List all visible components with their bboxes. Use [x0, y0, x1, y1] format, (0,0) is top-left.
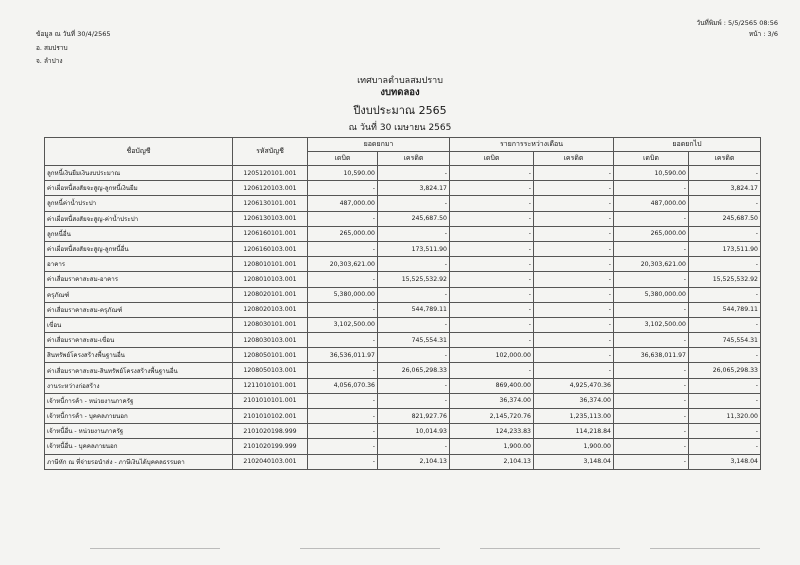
table-row [45, 393, 761, 408]
bf-credit-cell: 26,065,298.33 [378, 363, 450, 378]
col-credit: เครดิต [534, 152, 614, 166]
bf-debit-cell: - [308, 241, 378, 256]
col-group-carried-forward: ยอดยกไป [614, 138, 761, 152]
account-name-cell: เขื่อน [45, 317, 233, 332]
cf-debit-cell: 20,303,621.00 [614, 257, 689, 272]
cf-credit-cell: 15,525,532.92 [689, 272, 761, 287]
bf-debit-cell: - [308, 439, 378, 454]
account-name-cell: ค่าเสื่อมราคาสะสม-อาคาร [45, 272, 233, 287]
header-left [36, 30, 111, 65]
cf-credit-cell: - [689, 317, 761, 332]
cf-credit-cell: - [689, 257, 761, 272]
bf-credit-cell: - [378, 439, 450, 454]
month-debit-cell: 1,900.00 [450, 439, 534, 454]
month-debit-cell: 124,233.83 [450, 424, 534, 439]
cf-credit-cell: - [689, 378, 761, 393]
account-name-cell: ลูกหนี้ค่าน้ำประปา [45, 196, 233, 211]
bf-credit-cell: - [378, 317, 450, 332]
cf-credit-cell: 11,320.00 [689, 409, 761, 424]
account-name-cell: สินทรัพย์โครงสร้างพื้นฐานอื่น [45, 348, 233, 363]
table-row [45, 211, 761, 226]
account-code-cell: 2101020198.999 [233, 424, 308, 439]
table-row [45, 272, 761, 287]
month-credit-cell: - [534, 257, 614, 272]
table-row [45, 409, 761, 424]
month-credit-cell: 1,900.00 [534, 439, 614, 454]
bf-debit-cell: 10,590.00 [308, 166, 378, 181]
bf-debit-cell: 3,102,500.00 [308, 317, 378, 332]
account-name-cell: ครุภัณฑ์ [45, 287, 233, 302]
bf-debit-cell: 4,056,070.36 [308, 378, 378, 393]
account-code-cell: 1206130101.001 [233, 196, 308, 211]
month-credit-cell: - [534, 317, 614, 332]
table-row [45, 439, 761, 454]
cf-debit-cell: 265,000.00 [614, 226, 689, 241]
account-name-cell: ภาษีหัก ณ ที่จ่ายรอนำส่ง - ภาษีเงินได้บุคคลธรรมดา [45, 454, 233, 469]
month-credit-cell: - [534, 272, 614, 287]
col-group-brought-forward: ยอดยกมา [308, 138, 450, 152]
cf-credit-cell: - [689, 393, 761, 408]
bf-credit-cell: - [378, 226, 450, 241]
col-credit: เครดิต [378, 152, 450, 166]
account-name-cell: เจ้าหนี้อื่น - บุคคลภายนอก [45, 439, 233, 454]
account-name-cell: ค่าเสื่อมราคาสะสม-สินทรัพย์โครงสร้างพื้นฐานอื่น [45, 363, 233, 378]
as-of-date: ณ วันที่ 30 เมษายน 2565 [348, 123, 452, 133]
bf-debit-cell: - [308, 409, 378, 424]
bf-credit-cell: - [378, 166, 450, 181]
bf-debit-cell: - [308, 302, 378, 317]
month-debit-cell: - [450, 317, 534, 332]
bf-credit-cell: 821,927.76 [378, 409, 450, 424]
account-code-cell: 1208010103.001 [233, 272, 308, 287]
cf-credit-cell: 26,065,298.33 [689, 363, 761, 378]
month-credit-cell: - [534, 333, 614, 348]
bf-credit-cell: - [378, 393, 450, 408]
table-row [45, 196, 761, 211]
cf-credit-cell: 544,789.11 [689, 302, 761, 317]
cf-credit-cell: - [689, 439, 761, 454]
account-name-cell: ค่าเผื่อหนี้สงสัยจะสูญ-ค่าน้ำประปา [45, 211, 233, 226]
table-row [45, 454, 761, 469]
province: จ. ลำปาง [36, 57, 63, 65]
cf-debit-cell: - [614, 378, 689, 393]
account-name-cell: ลูกหนี้เงินยืมเงินงบประมาณ [45, 166, 233, 181]
bf-debit-cell: - [308, 363, 378, 378]
account-code-cell: 1208020101.001 [233, 287, 308, 302]
bf-debit-cell: - [308, 272, 378, 287]
account-name-cell: เจ้าหนี้การค้า - บุคคลภายนอก [45, 409, 233, 424]
table-row [45, 348, 761, 363]
month-credit-cell: 36,374.00 [534, 393, 614, 408]
month-credit-cell: 3,148.04 [534, 454, 614, 469]
table-row [45, 181, 761, 196]
account-name-cell: งานระหว่างก่อสร้าง [45, 378, 233, 393]
cf-debit-cell: - [614, 424, 689, 439]
table-row [45, 226, 761, 241]
page-number: หน้า : 3/6 [748, 30, 778, 38]
table-row [45, 378, 761, 393]
month-credit-cell: 4,925,470.36 [534, 378, 614, 393]
cf-debit-cell: - [614, 241, 689, 256]
cf-debit-cell: - [614, 181, 689, 196]
bf-credit-cell: 2,104.13 [378, 454, 450, 469]
month-debit-cell: - [450, 181, 534, 196]
cf-debit-cell: 10,590.00 [614, 166, 689, 181]
cf-debit-cell: - [614, 272, 689, 287]
cf-credit-cell: 3,824.17 [689, 181, 761, 196]
org-title: เทศบาลตำบลสมปราบ [357, 76, 443, 86]
account-code-cell: 1208010101.001 [233, 257, 308, 272]
col-debit: เดบิต [614, 152, 689, 166]
doc-title: งบทดลอง [380, 87, 420, 98]
account-code-cell: 1208030101.001 [233, 317, 308, 332]
col-debit: เดบิต [308, 152, 378, 166]
account-code-cell: 2101020199.999 [233, 439, 308, 454]
month-debit-cell: 2,104.13 [450, 454, 534, 469]
account-name-cell: ค่าเสื่อมราคาสะสม-ครุภัณฑ์ [45, 302, 233, 317]
cf-credit-cell: - [689, 287, 761, 302]
table-row [45, 333, 761, 348]
bf-credit-cell: - [378, 257, 450, 272]
cf-debit-cell: 487,000.00 [614, 196, 689, 211]
month-credit-cell: 1,235,113.00 [534, 409, 614, 424]
month-debit-cell: - [450, 241, 534, 256]
month-debit-cell: - [450, 272, 534, 287]
table-row [45, 241, 761, 256]
bf-credit-cell: 10,014.93 [378, 424, 450, 439]
footer-rule [650, 548, 760, 549]
month-debit-cell: - [450, 363, 534, 378]
cf-debit-cell: 5,380,000.00 [614, 287, 689, 302]
cf-credit-cell: 745,554.31 [689, 333, 761, 348]
month-debit-cell: - [450, 302, 534, 317]
fiscal-year: ปีงบประมาณ 2565 [353, 104, 447, 117]
account-name-cell: ลูกหนี้อื่น [45, 226, 233, 241]
account-name-cell: เจ้าหนี้อื่น - หน่วยงานภาครัฐ [45, 424, 233, 439]
footer-rule [90, 548, 220, 549]
cf-credit-cell: 173,511.90 [689, 241, 761, 256]
cf-debit-cell: 3,102,500.00 [614, 317, 689, 332]
bf-debit-cell: 487,000.00 [308, 196, 378, 211]
month-credit-cell: - [534, 241, 614, 256]
account-name-cell: อาคาร [45, 257, 233, 272]
footer-rule [300, 548, 440, 549]
cf-debit-cell: - [614, 363, 689, 378]
bf-credit-cell: 15,525,532.92 [378, 272, 450, 287]
month-credit-cell: - [534, 348, 614, 363]
cf-credit-cell: - [689, 348, 761, 363]
account-code-cell: 2102040103.001 [233, 454, 308, 469]
bf-debit-cell: 5,380,000.00 [308, 287, 378, 302]
col-account-code: รหัสบัญชี [233, 138, 308, 166]
data-date: ข้อมูล ณ วันที่ 30/4/2565 [36, 30, 111, 38]
account-code-cell: 2101010101.001 [233, 393, 308, 408]
printed-at: วันที่พิมพ์ : 5/5/2565 08:56 [696, 19, 778, 27]
bf-credit-cell: 544,789.11 [378, 302, 450, 317]
account-code-cell: 1205120101.001 [233, 166, 308, 181]
account-code-cell: 1206130103.001 [233, 211, 308, 226]
bf-credit-cell: 3,824.17 [378, 181, 450, 196]
table-row [45, 424, 761, 439]
cf-credit-cell: - [689, 226, 761, 241]
cf-debit-cell: - [614, 302, 689, 317]
col-group-during-month: รายการระหว่างเดือน [450, 138, 614, 152]
bf-credit-cell: - [378, 348, 450, 363]
month-debit-cell: - [450, 333, 534, 348]
cf-debit-cell: - [614, 409, 689, 424]
table-row [45, 287, 761, 302]
cf-credit-cell: - [689, 166, 761, 181]
month-credit-cell: - [534, 196, 614, 211]
account-code-cell: 1206160101.001 [233, 226, 308, 241]
month-credit-cell: - [534, 211, 614, 226]
account-code-cell: 1208030103.001 [233, 333, 308, 348]
cf-debit-cell: - [614, 439, 689, 454]
bf-debit-cell: - [308, 454, 378, 469]
account-code-cell: 2101010102.001 [233, 409, 308, 424]
month-debit-cell: - [450, 211, 534, 226]
bf-debit-cell: - [308, 181, 378, 196]
month-debit-cell: 869,400.00 [450, 378, 534, 393]
month-credit-cell: - [534, 363, 614, 378]
account-code-cell: 1208050101.001 [233, 348, 308, 363]
account-code-cell: 1208020103.001 [233, 302, 308, 317]
account-code-cell: 1206120103.001 [233, 181, 308, 196]
district: อ. สมปราบ [36, 44, 68, 52]
col-account-name: ชื่อบัญชี [45, 138, 233, 166]
table-row [45, 166, 761, 181]
bf-debit-cell: - [308, 424, 378, 439]
month-debit-cell: - [450, 166, 534, 181]
account-code-cell: 1208050103.001 [233, 363, 308, 378]
cf-credit-cell: - [689, 424, 761, 439]
month-debit-cell: - [450, 196, 534, 211]
cf-debit-cell: - [614, 393, 689, 408]
table-row [45, 363, 761, 378]
table-row [45, 317, 761, 332]
cf-credit-cell: 245,687.50 [689, 211, 761, 226]
bf-credit-cell: 745,554.31 [378, 333, 450, 348]
month-credit-cell: - [534, 287, 614, 302]
bf-credit-cell: - [378, 287, 450, 302]
cf-credit-cell: - [689, 196, 761, 211]
month-debit-cell: 102,000.00 [450, 348, 534, 363]
bf-debit-cell: 36,536,011.97 [308, 348, 378, 363]
month-credit-cell: - [534, 226, 614, 241]
bf-debit-cell: - [308, 333, 378, 348]
bf-credit-cell: - [378, 196, 450, 211]
account-code-cell: 1211010101.001 [233, 378, 308, 393]
bf-credit-cell: - [378, 378, 450, 393]
cf-debit-cell: - [614, 333, 689, 348]
month-credit-cell: - [534, 166, 614, 181]
cf-debit-cell: 36,638,011.97 [614, 348, 689, 363]
col-credit: เครดิต [689, 152, 761, 166]
trial-balance-table [44, 137, 761, 470]
col-debit: เดบิต [450, 152, 534, 166]
cf-debit-cell: - [614, 211, 689, 226]
month-credit-cell: 114,218.84 [534, 424, 614, 439]
header-right [696, 19, 778, 38]
bf-debit-cell: 265,000.00 [308, 226, 378, 241]
bf-credit-cell: 173,511.90 [378, 241, 450, 256]
month-debit-cell: - [450, 257, 534, 272]
month-credit-cell: - [534, 181, 614, 196]
bf-debit-cell: 20,303,621.00 [308, 257, 378, 272]
account-code-cell: 1206160103.001 [233, 241, 308, 256]
footer-rule [480, 548, 620, 549]
bf-credit-cell: 245,687.50 [378, 211, 450, 226]
table-row [45, 302, 761, 317]
account-name-cell: เจ้าหนี้การค้า - หน่วยงานภาครัฐ [45, 393, 233, 408]
account-name-cell: ค่าเผื่อหนี้สงสัยจะสูญ-ลูกหนี้อื่น [45, 241, 233, 256]
table-row [45, 257, 761, 272]
bf-debit-cell: - [308, 211, 378, 226]
cf-debit-cell: - [614, 454, 689, 469]
month-debit-cell: - [450, 287, 534, 302]
month-debit-cell: 2,145,720.76 [450, 409, 534, 424]
month-debit-cell: 36,374.00 [450, 393, 534, 408]
month-debit-cell: - [450, 226, 534, 241]
account-name-cell: ค่าเสื่อมราคาสะสม-เขื่อน [45, 333, 233, 348]
cf-credit-cell: 3,148.04 [689, 454, 761, 469]
account-name-cell: ค่าเผื่อหนี้สงสัยจะสูญ-ลูกหนี้เงินยืม [45, 181, 233, 196]
bf-debit-cell: - [308, 393, 378, 408]
month-credit-cell: - [534, 302, 614, 317]
